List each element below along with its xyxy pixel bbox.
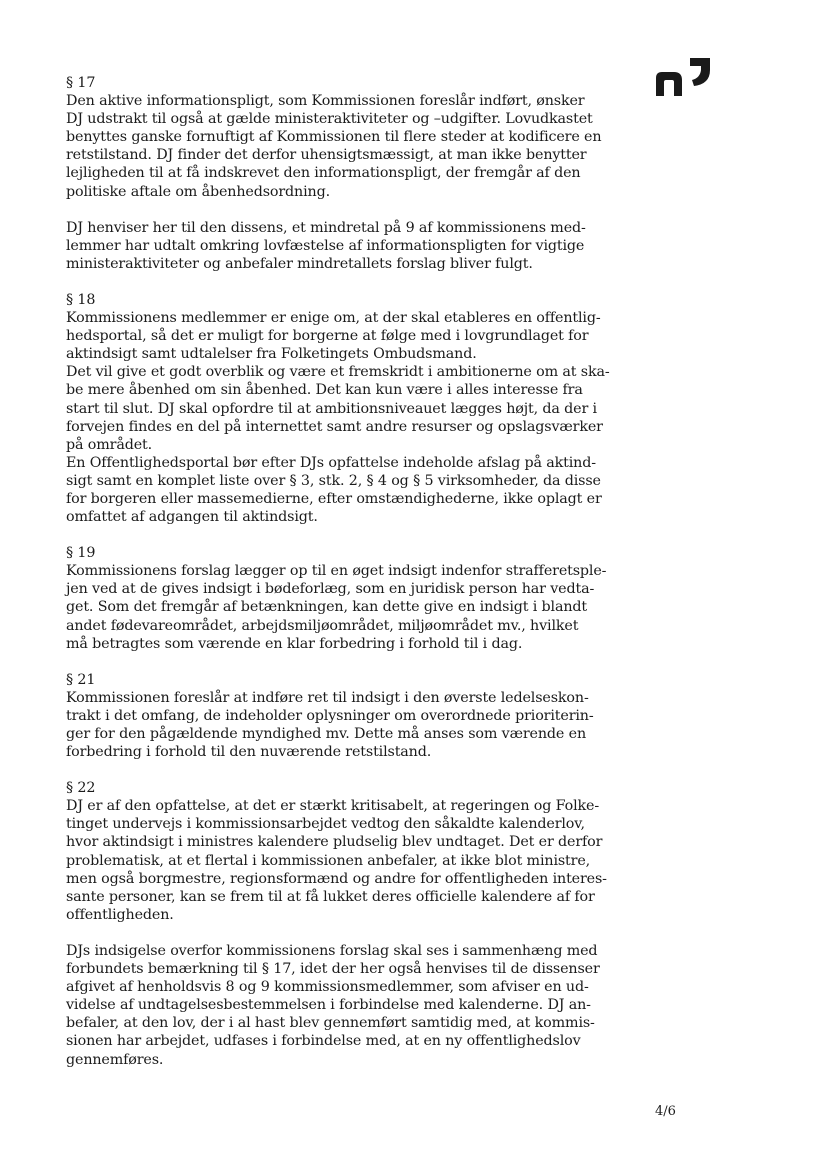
- text-line: på området.: [66, 436, 152, 453]
- text-line: ministeraktiviteter og anbefaler mindretallets forslag bliver fulgt.: [66, 255, 533, 272]
- section-s22a: [66, 779, 607, 924]
- section-heading: § 19: [66, 545, 96, 562]
- section-heading: § 22: [66, 780, 96, 797]
- text-line: videlse af undtagelsesbestemmelsen i forbindelse med kalenderne. DJ an-: [66, 997, 591, 1014]
- section-heading: § 17: [66, 75, 96, 91]
- page-number: 4/6: [655, 1104, 676, 1119]
- text-line: jen ved at de gives indsigt i bødeforlæg, som en juridisk person har vedta-: [66, 581, 595, 598]
- text-line: omfattet af adgangen til aktindsigt.: [66, 509, 318, 526]
- text-line: forbedring i forhold til den nuværende retstilstand.: [66, 744, 432, 761]
- text-line: trakt i det omfang, de indeholder oplysninger om overordnede prioriterin-: [66, 707, 594, 724]
- text-line: forvejen findes en del på internettet samt andre resurser og opslagsværker: [66, 418, 603, 435]
- text-line: offentligheden.: [66, 906, 174, 923]
- text-line: retstilstand. DJ finder det derfor uhensigtsmæssigt, at man ikke benytter: [66, 147, 587, 164]
- document-body: [66, 74, 610, 1087]
- section-s17b: [66, 219, 586, 273]
- text-line: problematisk, at et flertal i kommissionen anbefaler, at ikke blot ministre,: [66, 852, 591, 869]
- text-line: Den aktive informationspligt, som Kommissionen foreslår indført, ønsker: [66, 93, 585, 110]
- text-line: Det vil give et godt overblik og være et fremskridt i ambitionerne om at ska-: [66, 364, 610, 381]
- text-line: men også borgmestre, regionsformænd og andre for offentligheden interes-: [66, 870, 607, 887]
- text-line: DJ udstrakt til også at gælde ministeraktiviteter og –udgifter. Lovudkastet: [66, 111, 593, 128]
- text-line: lemmer har udtalt omkring lovfæstelse af informationspligten for vigtige: [66, 237, 585, 254]
- section-s18: [66, 291, 610, 526]
- section-s17a: [66, 74, 602, 201]
- text-line: gennemføres.: [66, 1051, 164, 1068]
- text-line: Kommissionen foreslår at indføre ret til indsigt i den øverste ledelseskon-: [66, 689, 589, 706]
- text-line: hvor aktindsigt i ministres kalendere pludselig blev undtaget. Det er derfor: [66, 834, 603, 851]
- text-line: afgivet af henholdsvis 8 og 9 kommissionsmedlemmer, som afviser en ud-: [66, 979, 589, 996]
- text-line: politiske aftale om åbenhedsordning.: [66, 183, 330, 200]
- section-heading: § 21: [66, 671, 96, 688]
- text-line: benyttes ganske fornuftigt af Kommissionen til flere steder at kodificere en: [66, 129, 602, 146]
- text-line: DJ er af den opfattelse, at det er stærkt kritisabelt, at regeringen og Folke-: [66, 798, 599, 815]
- text-line: tinget undervejs i kommissionsarbejdet vedtog den såkaldte kalenderlov,: [66, 816, 585, 833]
- section-s19: [66, 544, 607, 653]
- text-line: hedsportal, så det er muligt for borgerne at følge med i lovgrundlaget for: [66, 328, 589, 345]
- dj-logo-icon: [652, 56, 716, 96]
- text-line: aktindsigt samt udtalelser fra Folketingets Ombudsmand.: [66, 346, 477, 363]
- text-line: sionen har arbejdet, udfases i forbindelse med, at en ny offentlighedslov: [66, 1033, 581, 1050]
- text-line: lejligheden til at få indskrevet den informationspligt, der fremgår af den: [66, 165, 581, 182]
- text-line: andet fødevareområdet, arbejdsmiljøområdet, miljøområdet mv., hvilket: [66, 617, 579, 634]
- section-s21: [66, 671, 594, 761]
- text-line: be mere åbenhed om sin åbenhed. Det kan kun være i alles interesse fra: [66, 382, 583, 399]
- text-line: for borgeren eller massemedierne, efter omstændighederne, ikke oplagt er: [66, 490, 602, 507]
- text-line: sante personer, kan se frem til at få lukket deres officielle kalendere af for: [66, 888, 595, 905]
- text-line: DJs indsigelse overfor kommissionens forslag skal ses i sammenhæng med: [66, 942, 598, 959]
- text-line: En Offentlighedsportal bør efter DJs opfattelse indeholde afslag på aktind-: [66, 454, 596, 471]
- text-line: må betragtes som værende en klar forbedring i forhold til i dag.: [66, 635, 523, 652]
- section-s22b: [66, 942, 600, 1069]
- text-line: befaler, at den lov, der i al hast blev gennemført samtidig med, at kommis-: [66, 1015, 595, 1032]
- section-heading: § 18: [66, 291, 96, 308]
- text-line: Kommissionens forslag lægger op til en øget indsigt indenfor strafferetsple-: [66, 563, 607, 580]
- text-line: ger for den pågældende myndighed mv. Dette må anses som værende en: [66, 726, 587, 742]
- text-line: start til slut. DJ skal opfordre til at ambitionsniveauet lægges højt, da der i: [66, 400, 597, 417]
- text-line: get. Som det fremgår af betænkningen, kan dette give en indsigt i blandt: [66, 599, 587, 616]
- text-line: Kommissionens medlemmer er enige om, at der skal etableres en offentlig-: [66, 310, 601, 327]
- text-line: sigt samt en komplet liste over § 3, stk. 2, § 4 og § 5 virksomheder, da disse: [66, 472, 601, 489]
- text-line: forbundets bemærkning til § 17, idet der her også henvises til de dissenser: [66, 961, 600, 978]
- text-line: DJ henviser her til den dissens, et mindretal på 9 af kommissionens med-: [66, 219, 586, 236]
